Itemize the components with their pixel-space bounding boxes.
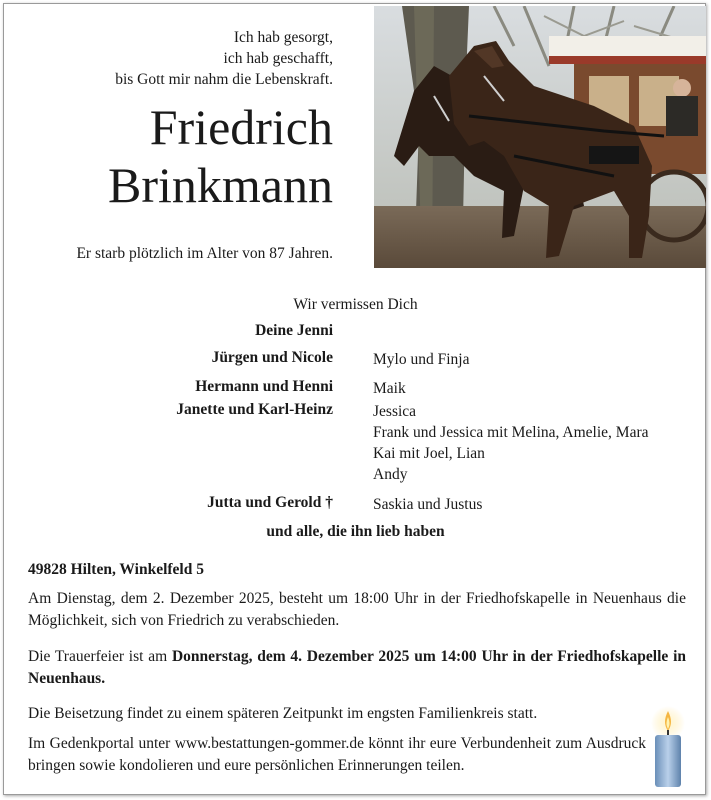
all-loved-ones: und alle, die ihn lieb haben <box>266 523 445 540</box>
photo-illustration <box>374 6 706 268</box>
funeral-date: Donnerstag, dem 4. Dezember 2025 um 14:00 Uhr in der Friedhofskapelle in Neuenhaus. <box>28 648 686 687</box>
poem-line-3: bis Gott mir nahm die Lebenskraft. <box>115 71 333 88</box>
address: 49828 Hilten, Winkelfeld 5 <box>28 561 204 578</box>
deceased-name <box>20 98 333 214</box>
family-member: Hermann und Henni <box>195 378 333 395</box>
family-children: Mylo und Finja <box>373 351 470 368</box>
death-note: Er starb plötzlich im Alter von 87 Jahren. <box>76 245 333 262</box>
last-name: Brinkmann <box>108 157 333 213</box>
family-child: Frank und Jessica mit Melina, Amelie, Mara <box>373 424 649 441</box>
family-children: Maik <box>373 380 406 397</box>
family-child: Kai mit Joel, Lian <box>373 445 485 462</box>
family-member: Deine Jenni <box>255 322 333 339</box>
burial-paragraph: Die Beisetzung findet zu einem späteren Zeitpunkt im engsten Familienkreis statt. <box>28 705 538 722</box>
candle-icon <box>646 705 690 789</box>
family-child: Andy <box>373 466 408 483</box>
poem-line-2: ich hab geschafft, <box>223 50 333 67</box>
farewell-paragraph: Am Dienstag, dem 2. Dezember 2025, besteht um 18:00 Uhr in der Friedhofskapelle in Neuenhaus die Möglichkeit, sich von Friedrich zu verabschieden. <box>28 590 686 629</box>
miss-line: Wir vermissen Dich <box>293 296 418 313</box>
family-member: Jürgen und Nicole <box>211 349 333 366</box>
horse-carriage-photo <box>374 6 706 268</box>
first-name: Friedrich <box>149 99 333 155</box>
portal-paragraph: Im Gedenkportal unter www.bestattungen-gommer.de könnt ihr eure Verbundenheit zum Ausdruck bringen sowie kondolieren und eure persönlichen Erinnerungen teilen. <box>28 735 646 774</box>
poem <box>40 27 333 90</box>
family-child: Jessica <box>373 403 417 420</box>
family-member: Jutta und Gerold † <box>207 494 333 511</box>
family-children-list <box>373 401 703 485</box>
funeral-paragraph <box>28 646 686 690</box>
family-member: Janette und Karl-Heinz <box>176 401 333 418</box>
funeral-prefix: Die Trauerfeier ist am <box>28 648 172 665</box>
family-children: Saskia und Justus <box>373 496 483 513</box>
poem-line-1: Ich hab gesorgt, <box>233 29 333 46</box>
